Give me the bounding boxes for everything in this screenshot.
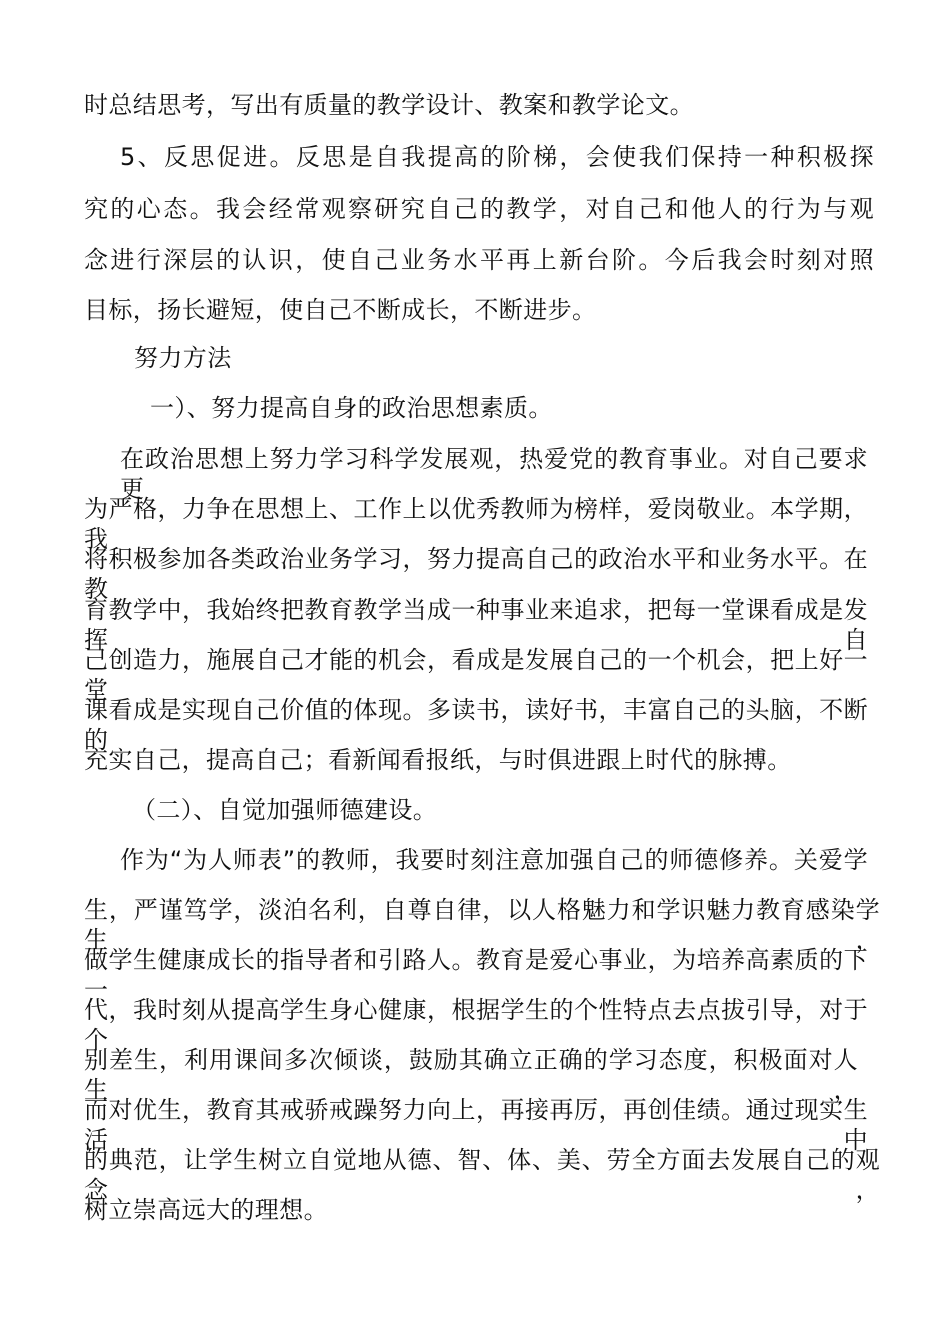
paragraph-line: 为严格，力争在思想上、工作上以优秀教师为榜样，爱岗敬业。本学期，我 (84, 495, 868, 553)
paragraph-line: 5、反思促进。反思是自我提高的阶梯，会使我们保持一种积极探 (120, 143, 874, 171)
paragraph-line: 时总结思考，写出有质量的教学设计、教案和教学论文。 (84, 91, 694, 119)
paragraph-line: 而对优生，教育其戒骄戒躁努力向上，再接再厉，再创佳绩。通过现实生活中 (84, 1096, 868, 1154)
paragraph-line: 别差生，利用课间多次倾谈，鼓励其确立正确的学习态度，积极面对人生， (84, 1046, 858, 1104)
paragraph-line: 将积极参加各类政治业务学习，努力提高自己的政治水平和业务水平。在教 (84, 545, 868, 603)
paragraph-line: 作为“为人师表”的教师，我要时刻注意加强自己的师德修养。关爱学 (120, 846, 868, 874)
paragraph-line: 做学生健康成长的指导者和引路人。教育是爱心事业，为培养高素质的下一 (84, 946, 868, 1004)
section-heading: 努力方法 (134, 344, 232, 372)
paragraph-line: 代，我时刻从提高学生身心健康，根据学生的个性特点去点拔引导，对于个 (84, 996, 868, 1054)
paragraph-line: 在政治思想上努力学习科学发展观，热爱党的教育事业。对自己要求更 (120, 445, 868, 503)
paragraph-line: 育教学中，我始终把教育教学当成一种事业来追求，把每一堂课看成是发挥自 (84, 596, 868, 654)
paragraph-line: 目标，扬长避短，使自己不断成长，不断进步。 (84, 296, 597, 324)
subsection-heading: （二）、自觉加强师德建设。 (132, 796, 438, 824)
paragraph-line: 课看成是实现自己价值的体现。多读书，读好书，丰富自己的头脑，不断的 (84, 696, 868, 754)
paragraph-line: 究的心态。我会经常观察研究自己的教学，对自己和他人的行为与观 (84, 195, 874, 223)
subsection-heading: 一）、努力提高自身的政治思想素质。 (150, 394, 553, 422)
paragraph-line: 念进行深层的认识，使自己业务水平再上新台阶。今后我会时刻对照 (84, 246, 874, 274)
paragraph-line: 树立崇高远大的理想。 (84, 1196, 328, 1224)
paragraph-line: 充实自己，提高自己；看新闻看报纸，与时俱进跟上时代的脉搏。 (84, 746, 792, 774)
paragraph-line: 的典范，让学生树立自觉地从德、智、体、美、劳全方面去发展自己的观念， (84, 1146, 880, 1204)
paragraph-line: 己创造力，施展自己才能的机会，看成是发展自己的一个机会，把上好一堂 (84, 646, 868, 704)
paragraph-line: 生，严谨笃学，淡泊名利，自尊自律，以人格魅力和学识魅力教育感染学生， (84, 896, 880, 954)
